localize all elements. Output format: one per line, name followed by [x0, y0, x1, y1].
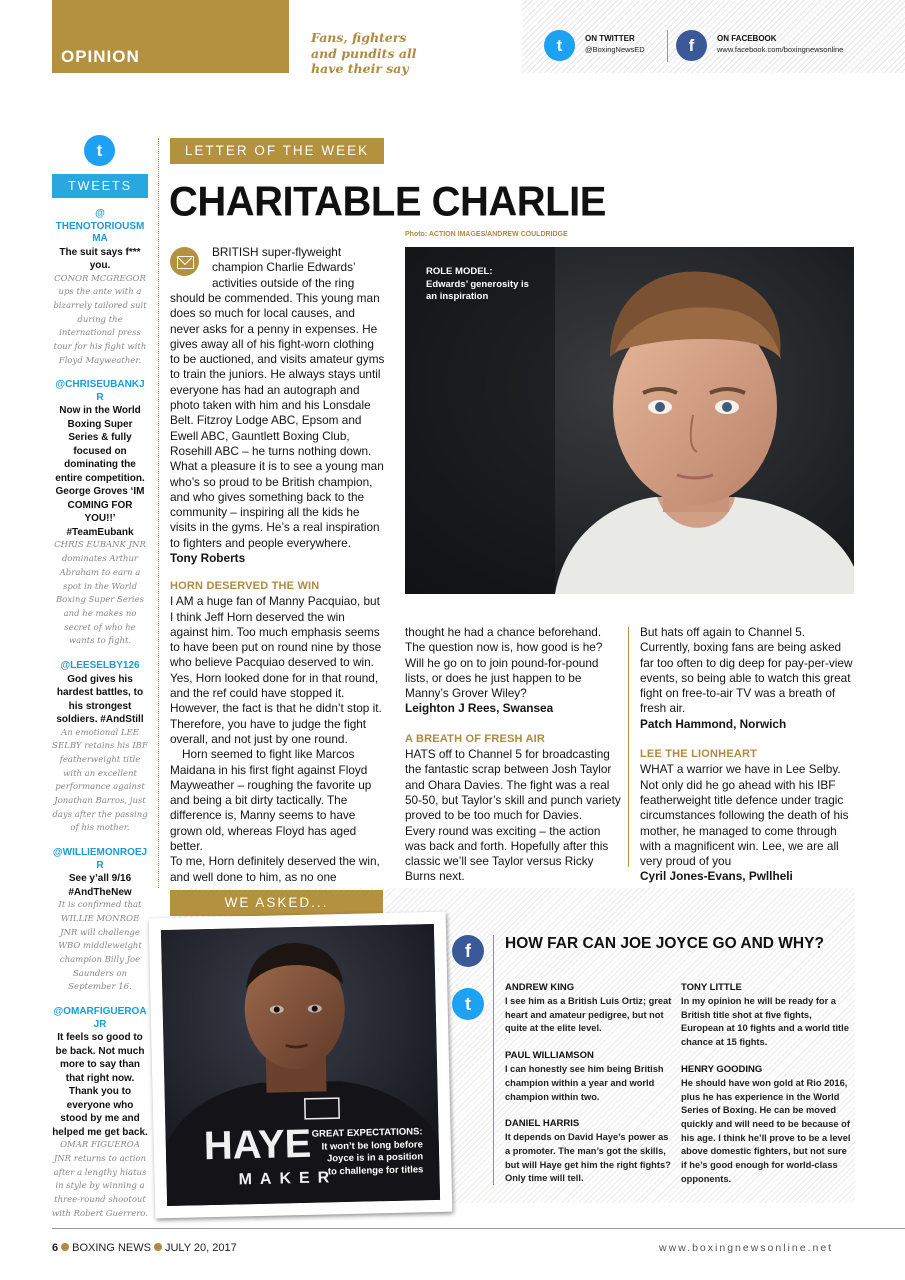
letter-body: [170, 291, 386, 566]
tweets-heading: TWEETS: [52, 174, 148, 198]
joe-joyce-photo: [149, 912, 453, 1219]
tweets-list: [52, 208, 148, 1232]
tweet-text: See y’all 9/16 #AndTheNew: [68, 873, 132, 898]
facebook-title: ON FACEBOOK: [717, 34, 777, 43]
letter-heading: HORN DESERVED THE WIN: [170, 580, 320, 592]
qa-divider: [493, 935, 494, 1185]
website-link[interactable]: www.boxingnewsonline.net: [659, 1242, 834, 1254]
section-tagline: Fans, fighters and pundits all have their say: [311, 30, 417, 76]
answer-item: [505, 1117, 673, 1186]
tweet-item: [52, 379, 148, 649]
letter-paragraph: I AM a huge fan of Manny Pacquiao, but I think Jeff Horn deserved the win against him. Too much emphasis seems to have been put on round nine by those who believe Pacquiao deserved to win. Yes, Horn looked done for in that round, and the ref could have stopped it. However, the fact is that he didn’t stop it. Therefore, you have to judge the fight overall, and not just by one round.: [170, 594, 382, 746]
tweet-caption: It is confirmed that WILLIE MONROE JNR will challenge WBO middleweight champion Billy Joe Saunders on September 16.: [58, 900, 142, 993]
letter-of-week-label: LETTER OF THE WEEK: [170, 138, 384, 164]
we-asked-label: WE ASKED...: [170, 890, 383, 916]
shirt-text: MAKER: [238, 1169, 338, 1189]
charlie-edwards-photo: [405, 247, 854, 594]
tweet-handle[interactable]: @WILLIEMONROEJR: [52, 847, 148, 871]
tweet-item: [52, 847, 148, 995]
twitter-icon: t: [84, 135, 115, 166]
tweet-text: Now in the World Boxing Super Series & fully focused on dominating the entire competition. George Groves ‘IM COMING FOR YOU!!’ #TeamEubank: [55, 405, 145, 538]
facebook-handle[interactable]: www.facebook.com/boxingnewsonline: [717, 45, 844, 54]
tweet-text: It feels so good to be back. Not much more to say than that right now. Thank you to everyone who stood by me and helped me get back.: [52, 1032, 148, 1138]
twitter-handle[interactable]: @BoxingNewsED: [585, 45, 645, 54]
letter-heading: A BREATH OF FRESH AIR: [405, 732, 546, 745]
letter-intro: BRITISH super-flyweight champion Charlie Edwards’ activities outside of the ring: [212, 245, 356, 290]
tweet-item: [52, 660, 148, 836]
section-tab: [52, 0, 289, 73]
letter-body-text: should be commended. This young man does so much for local causes, and never asks for a penny in expenses. He gives away all of his fight-worn clothing to be auctioned, and visits amateur gyms to train the juniors. He always stays until everyone has had an autograph and photo taken with him and his Lonsdale Belt. Fitzroy Lodge ABC, Epsom and Ewell ABC, Gauntlett Boxing Club, Rosehill ABC – he turns nothing down. What a pleasure it is to see a young man who’s so proud to be British champion, and who gives something back to the community – inspiring all the kids he visits in the gyms. He’s a real inspiration to fighters and people everywhere.: [170, 291, 385, 550]
answer-name: DANIEL HARRIS: [505, 1118, 580, 1130]
answer-item: [505, 1049, 673, 1104]
facebook-icon: f: [676, 30, 707, 61]
caption-line: Edwards’ generosity is: [426, 278, 529, 290]
twitter-title: ON TWITTER: [585, 34, 635, 43]
answer-text: I see him as a British Luis Ortiz; great heart and amateur pedigree, but not quite at the elite level.: [505, 996, 672, 1034]
letter-paragraph: To me, Horn definitely deserved the win, and well done to him, as no one: [170, 854, 380, 884]
twitter-icon: t: [544, 30, 575, 61]
letter-paragraph: But hats off again to Channel 5. Currently, boxing fans are being asked far too often to dig deep for pay-per-view events, so being able to watch this great fight on free-to-air TV was a breath of fresh air.: [640, 625, 853, 716]
answer-name: ANDREW KING: [505, 982, 575, 993]
footer-info: [52, 1242, 237, 1254]
answers-column-left: [505, 981, 673, 1199]
social-box: [522, 0, 905, 73]
joyce-photo-frame: [161, 924, 440, 1206]
answer-text: In my opinion he will be ready for a British title shot at five fights, European at 10 fights and a world title chance at 15 fights.: [681, 996, 849, 1048]
tweet-item: [52, 1006, 148, 1221]
tweet-caption: CONOR MCGREGOR ups the ante with a bizarrely tailored suit during the international press tour for his fight with Floyd Mayweather.: [53, 273, 147, 366]
dot-separator: [154, 1243, 162, 1251]
answer-item: [681, 1063, 851, 1187]
footer-divider: [52, 1228, 905, 1229]
tweet-item: [52, 208, 148, 368]
tweet-handle[interactable]: @LEESELBY126: [60, 660, 140, 672]
caption-line: Joyce is in a position: [326, 1151, 424, 1165]
answer-item: [505, 981, 673, 1036]
caption-line: ROLE MODEL:: [426, 266, 493, 277]
tweet-caption: CHRIS EUBANK JNR dominates Arthur Abraham to earn a spot in the World Boxing Super Series and he makes no secret of who he wants to fight.: [54, 540, 146, 647]
shirt-text: HAYE: [203, 1121, 312, 1169]
photo-caption: [312, 1126, 424, 1179]
letter-horn: [170, 579, 386, 885]
letter-heading: LEE THE LIONHEART: [640, 748, 758, 761]
letter-signature: Tony Roberts: [170, 551, 246, 566]
caption-line: an inspiration: [426, 291, 489, 302]
tweet-text: God gives his hardest battles, to his strongest soldiers. #AndStill: [56, 673, 144, 726]
letter-paragraph: WHAT a warrior we have in Lee Selby. Not only did he go ahead with his IBF featherweight title defence under tragic circumstances following the death of his mother, he managed to come through with a magnificent win. Lee, we are all very proud of you: [640, 762, 849, 869]
letter-paragraph: Horn seemed to fight like Marcos Maidana in his first fight against Floyd Mayweather – roughing the favorite up and being a bit dirty tactically. The difference is, Manny seems to have grown old, whereas Floyd has aged better.: [170, 747, 372, 854]
photo-credit: Photo: ACTION IMAGES/ANDREW COULDRIDGE: [405, 231, 568, 238]
caption-line: GREAT EXPECTATIONS:: [311, 1126, 423, 1140]
answer-name: TONY LITTLE: [681, 982, 742, 993]
letter-signature: Cyril Jones-Evans, Pwllheli: [640, 869, 793, 884]
answers-column-right: [681, 981, 851, 1199]
answer-text: He should have won gold at Rio 2016, plus he has experience in the World Series of Boxing. He can be moved quickly and will need to be because of his age. I think he’ll prove to be a level above domestic fighters, but not sure if he’s good enough for world-class opponents.: [681, 1077, 851, 1184]
facebook-icon: f: [452, 935, 484, 967]
publication-name: BOXING NEWS: [72, 1242, 151, 1254]
answer-name: HENRY GOODING: [681, 1063, 763, 1075]
letter-signature: Leighton J Rees, Swansea: [405, 701, 554, 716]
caption-line: to challenge for titles: [327, 1163, 424, 1177]
caption-line: It won’t be long before: [321, 1138, 423, 1153]
answer-text: It depends on David Haye’s power as a promoter. The man’s got the skills, but will Haye get him the right fights? Only time will tell.: [505, 1132, 671, 1184]
sidebar-divider: [158, 138, 159, 888]
letter-paragraph: HATS off to Channel 5 for broadcasting the fantastic scrap between Josh Taylor and Ohara Davies. The fight was a real 50-50, but Taylor’s skill and punch variety proved to be too much for Davies.: [405, 747, 621, 823]
issue-date: JULY 20, 2017: [164, 1242, 237, 1254]
answer-text: I can honestly see him being British champion within a year and world champion within two.: [505, 1064, 664, 1102]
answer-name: PAUL WILLIAMSON: [505, 1050, 594, 1062]
tweet-caption: An emotional LEE SELBY retains his IBF featherweight title with an excellent performance against Jonathan Barros, just days after the passing of his mother.: [52, 727, 148, 834]
photo-caption: [426, 266, 529, 304]
tweet-handle[interactable]: @ THENOTORIOUSMMA: [55, 208, 145, 244]
letter-paragraph: Every round was exciting – the action was back and forth. Hopefully after this classic we’ll see Taylor versus Ricky Burns next.: [405, 823, 609, 884]
social-divider: [667, 30, 668, 62]
tweet-caption: OMAR FIGUEROA JNR returns to action after a lengthy hiatus in style by winning a three-round shootout with Robert Guerrero.: [52, 1140, 148, 1219]
tweet-text: The suit says f*** you.: [59, 246, 141, 271]
twitter-icon: t: [452, 988, 484, 1020]
dot-separator: [61, 1243, 69, 1251]
tweet-handle[interactable]: @CHRISEUBANKJR: [55, 379, 145, 403]
answer-item: [681, 981, 851, 1050]
page-number: 6: [52, 1242, 59, 1254]
tweet-handle[interactable]: @OMARFIGUEROAJR: [53, 1006, 147, 1030]
we-asked-question: HOW FAR CAN JOE JOYCE GO AND WHY?: [505, 935, 824, 952]
letter-signature: Patch Hammond, Norwich: [640, 716, 787, 731]
envelope-icon: [170, 247, 199, 276]
letter-column-b: [405, 625, 623, 885]
letter-column-c: [640, 625, 855, 885]
column-divider: [628, 627, 629, 867]
letter-paragraph: thought he had a chance beforehand. The question now is, how good is he? Will he go on to join pound-for-pound lists, or does he just happen to be Manny’s Grover Wiley?: [405, 625, 603, 701]
section-title: OPINION: [61, 47, 140, 66]
page-title: CHARITABLE CHARLIE: [169, 178, 606, 226]
